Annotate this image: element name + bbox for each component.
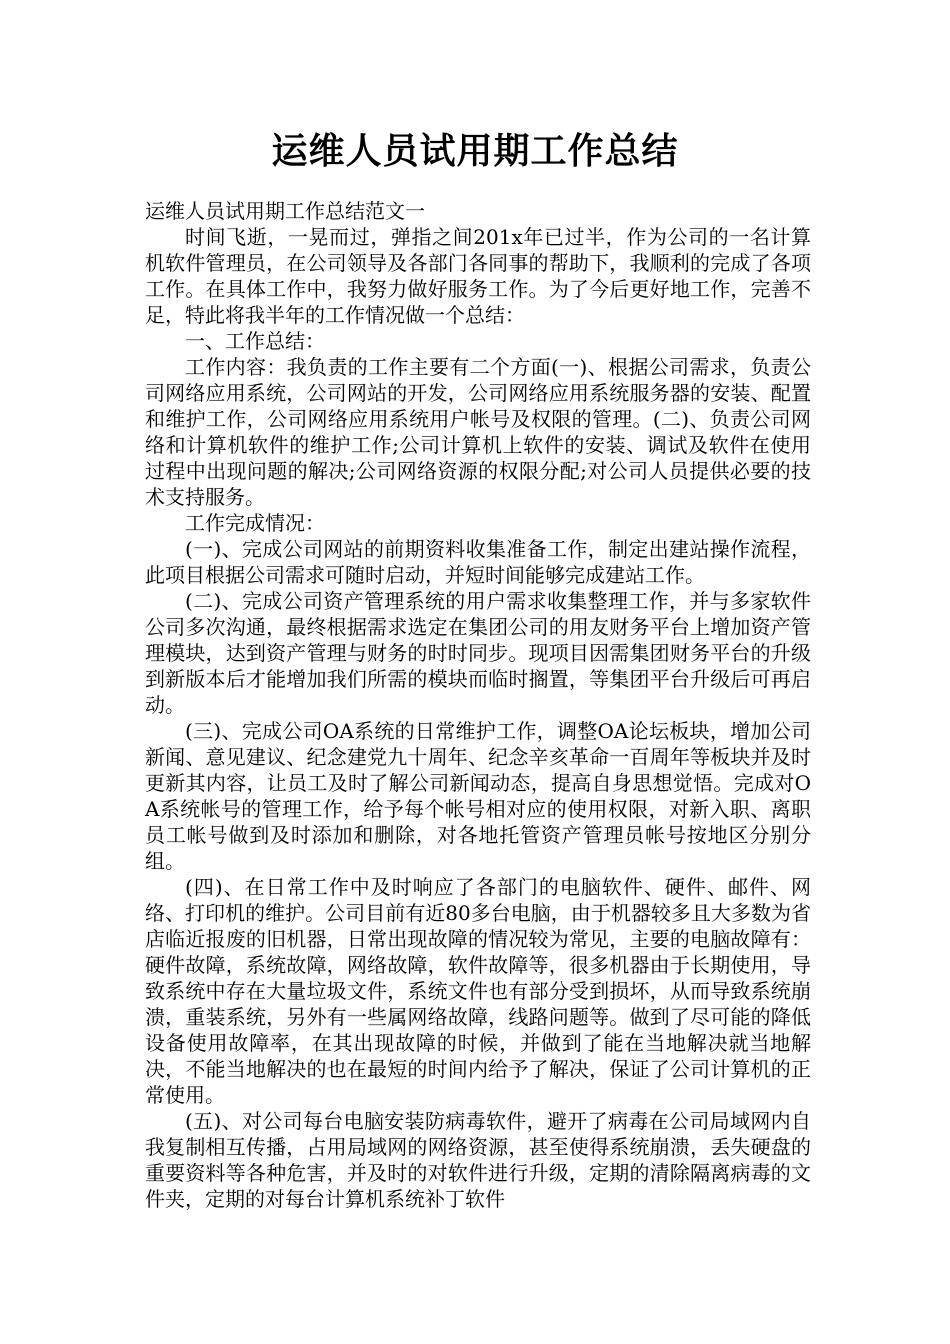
document-title: 运维人员试用期工作总结 <box>271 131 679 172</box>
paragraph-intro: 时间飞逝，一晃而过，弹指之间201x年已过半，作为公司的一名计算机软件管理员，在公司领导及各部门各同事的帮助下，我顺利的完成了各项工作。在具体工作中，我努力做好服务工作。为了今后更好地工作，完善不足，特此将我半年的工作情况做一个总结： <box>145 225 811 327</box>
paragraph-item-5: (五)、对公司每台电脑安装防病毒软件，避开了病毒在公司局域网内自我复制相互传播，占用局域网的网络资源，甚至使得系统崩溃，丢失硬盘的重要资料等各种危害，并及时的对软件进行升级，定期的清除隔离病毒的文件夹，定期的对每台计算机系统补丁软件 <box>145 1109 811 1211</box>
heading-completion-status: 工作完成情况： <box>185 511 325 535</box>
document-body <box>145 198 811 1212</box>
paragraph-item-2: (二)、完成公司资产管理系统的用户需求收集整理工作，并与多家软件公司多次沟通，最终根据需求选定在集团公司的用友财务平台上增加资产管理模块，达到资产管理与财务的时时同步。现项目因需集团财务平台的升级到新版本后才能增加我们所需的模块而临时搁置，等集团平台升级后可再启动。 <box>145 589 811 717</box>
heading-work-summary: 一、工作总结： <box>185 329 325 353</box>
paragraph-item-1: (一)、完成公司网站的前期资料收集准备工作，制定出建站操作流程，此项目根据公司需求可随时启动，并短时间能够完成建站工作。 <box>145 537 811 587</box>
paragraph-item-3: (三)、完成公司OA系统的日常维护工作，调整OA论坛板块，增加公司新闻、意见建议、纪念建党九十周年、纪念辛亥革命一百周年等板块并及时更新其内容，让员工及时了解公司新闻动态，提高自身思想觉悟。完成对OA系统帐号的管理工作，给予每个帐号相对应的使用权限，对新入职、离职员工帐号做到及时添加和删除，对各地托管资产管理员帐号按地区分别分组。 <box>145 719 811 873</box>
section-heading: 运维人员试用期工作总结范文一 <box>145 199 425 223</box>
paragraph-item-4: (四)、在日常工作中及时响应了各部门的电脑软件、硬件、邮件、网络、打印机的维护。公司目前有近80多台电脑，由于机器较多且大多数为省店临近报废的旧机器，日常出现故障的情况较为常见，主要的电脑故障有：硬件故障，系统故障，网络故障，软件故障等，很多机器由于长期使用，导致系统中存在大量垃圾文件，系统文件也有部分受到损坏，从而导致系统崩溃，重装系统，另外有一些属网络故障，线路问题等。做到了尽可能的降低设备使用故障率，在其出现故障的时候，并做到了能在当地解决就当地解决，不能当地解决的也在最短的时间内给予了解决，保证了公司计算机的正常使用。 <box>145 875 811 1107</box>
paragraph-work-content: 工作内容：我负责的工作主要有二个方面(一)、根据公司需求，负责公司网络应用系统，公司网站的开发，公司网络应用系统服务器的安装、配置和维护工作，公司网络应用系统用户帐号及权限的管理。(二)、负责公司网络和计算机软件的维护工作;公司计算机上软件的安装、调试及软件在使用过程中出现问题的解决;公司网络资源的权限分配;对公司人员提供必要的技术支持服务。 <box>145 355 811 509</box>
